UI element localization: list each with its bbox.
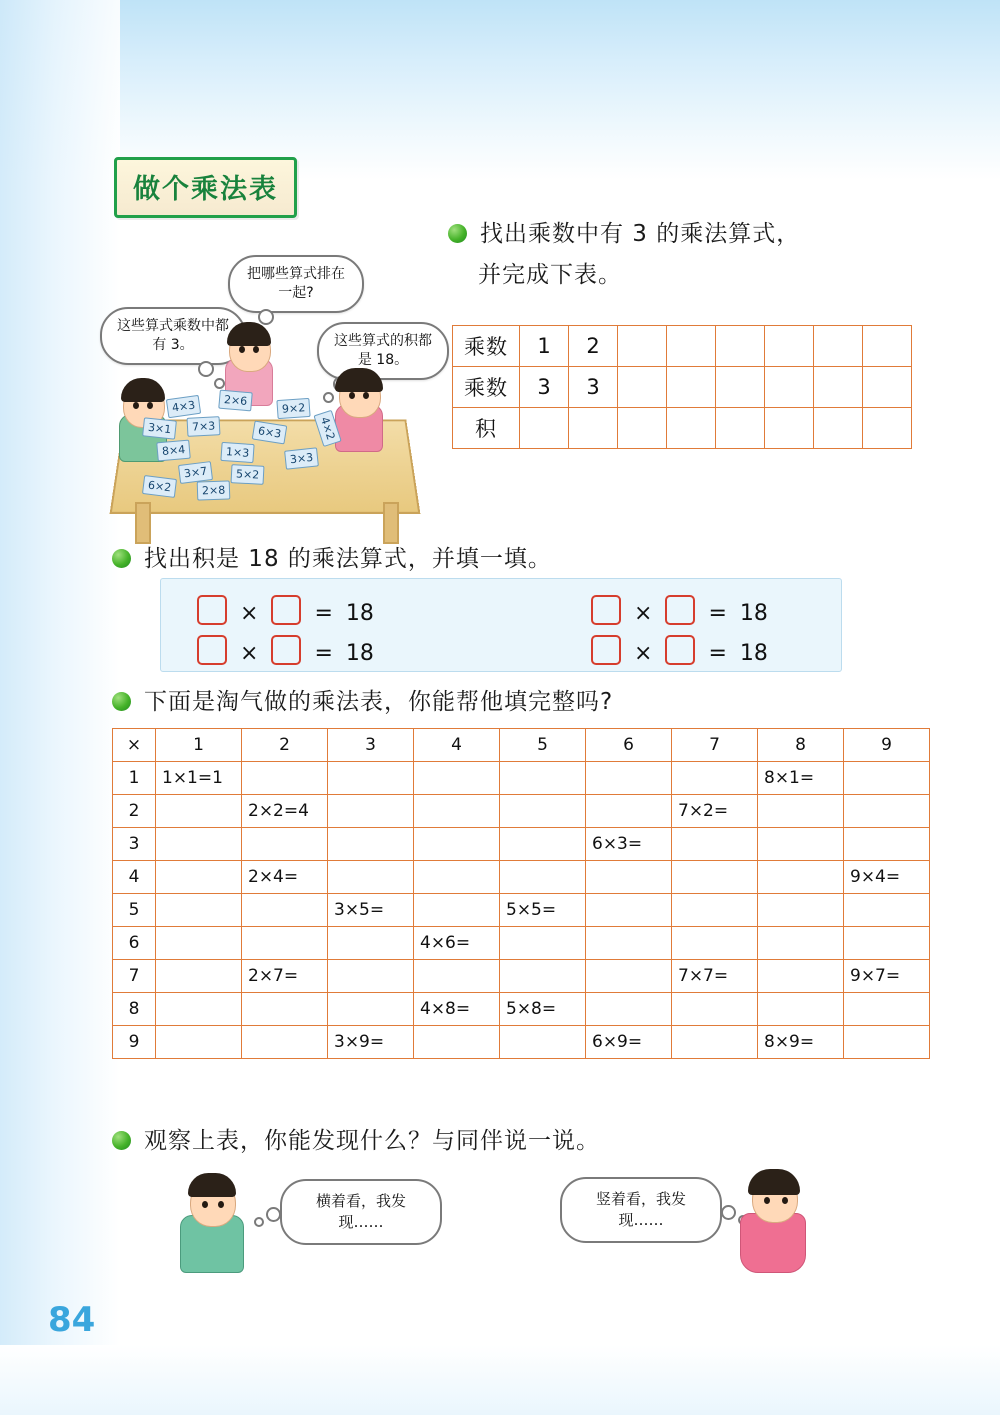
- grid-cell-r9c3[interactable]: 3×9=: [328, 1026, 414, 1059]
- col-header-9: 9: [844, 729, 930, 762]
- bullet-icon: [112, 1131, 131, 1150]
- speech-bubble-left-text: 这些算式乘数中都有 3。: [117, 318, 229, 353]
- row-header-3: 3: [113, 828, 156, 861]
- grid-cell-r3c5[interactable]: [500, 828, 586, 861]
- equation-1-box-b[interactable]: [271, 595, 301, 625]
- grid-cell-r6c2[interactable]: [242, 927, 328, 960]
- grid-cell-r9c7[interactable]: [672, 1026, 758, 1059]
- cell-r1c7[interactable]: [863, 367, 912, 408]
- card-9: 5×2: [231, 464, 265, 485]
- page-background-left: [0, 0, 120, 1415]
- speech-bubble-bottom-right: [560, 1177, 722, 1243]
- row-header-6: 6: [113, 927, 156, 960]
- row-header-2: 2: [113, 795, 156, 828]
- col-header-5: 5: [500, 729, 586, 762]
- grid-cell-r5c6[interactable]: [586, 894, 672, 927]
- table-row: [113, 861, 930, 894]
- task-1-line-1: 找出乘数中有 3 的乘法算式，: [480, 221, 801, 247]
- grid-cell-r2c9[interactable]: [844, 795, 930, 828]
- kid-middle-eye-1: [239, 346, 245, 353]
- kid-middle-eye-2: [253, 346, 259, 353]
- task-2-text: 找出积是 18 的乘法算式，并填一填。: [144, 546, 552, 572]
- equation-2-equals: =: [314, 641, 333, 666]
- grid-cell-r4c8[interactable]: [758, 861, 844, 894]
- row-header-1: 1: [113, 762, 156, 795]
- cell-r2c0[interactable]: [520, 408, 569, 449]
- grid-cell-r4c2[interactable]: 2×4=: [242, 861, 328, 894]
- cell-r1c6[interactable]: [814, 367, 863, 408]
- grid-cell-r7c5[interactable]: [500, 960, 586, 993]
- kid-boy-eye-1: [202, 1201, 208, 1208]
- grid-cell-r6c3[interactable]: [328, 927, 414, 960]
- row-label-factor-2: 乘数: [453, 367, 520, 408]
- kid-right-eye-1: [349, 392, 355, 399]
- row-header-7: 7: [113, 960, 156, 993]
- grid-cell-r4c3[interactable]: [328, 861, 414, 894]
- grid-cell-r8c3[interactable]: [328, 993, 414, 1026]
- equation-1-result: 18: [345, 601, 374, 626]
- cell-r2c1[interactable]: [569, 408, 618, 449]
- task-3-text: 下面是淘气做的乘法表，你能帮他填完整吗?: [144, 689, 614, 715]
- equation-3-times: ×: [634, 601, 653, 626]
- grid-cell-r7c3[interactable]: [328, 960, 414, 993]
- cell-r2c5[interactable]: [765, 408, 814, 449]
- card-10: 3×3: [284, 447, 319, 469]
- grid-cell-r4c6[interactable]: [586, 861, 672, 894]
- grid-cell-r2c6[interactable]: [586, 795, 672, 828]
- equation-2-result: 18: [345, 641, 374, 666]
- illustration-kids-with-cards: [95, 250, 445, 540]
- page-title: 做个乘法表: [133, 174, 278, 205]
- card-2: 9×2: [276, 398, 310, 419]
- grid-cell-r5c3[interactable]: 3×5=: [328, 894, 414, 927]
- grid-cell-r6c6[interactable]: [586, 927, 672, 960]
- grid-cell-r9c5[interactable]: [500, 1026, 586, 1059]
- grid-cell-r3c6[interactable]: 6×3=: [586, 828, 672, 861]
- cell-r0c4[interactable]: [716, 326, 765, 367]
- grid-cell-r5c8[interactable]: [758, 894, 844, 927]
- speech-bubble-bottom-right-text: 竖着看，我发现……: [595, 1190, 686, 1229]
- grid-cell-r5c9[interactable]: [844, 894, 930, 927]
- speech-bubble-bottom-left: [280, 1179, 442, 1245]
- kid-right-eye-2: [363, 392, 369, 399]
- kid-middle-hair: [227, 322, 271, 346]
- equation-row-1: [197, 595, 374, 626]
- equation-2-times: ×: [240, 641, 259, 666]
- card-3: 3×1: [142, 417, 177, 439]
- equation-1-equals: =: [314, 601, 333, 626]
- grid-cell-r7c9[interactable]: 9×7=: [844, 960, 930, 993]
- col-header-7: 7: [672, 729, 758, 762]
- table-row: [113, 1026, 930, 1059]
- bullet-icon: [112, 549, 131, 568]
- grid-cell-r3c8[interactable]: [758, 828, 844, 861]
- speech-bubble-right-text: 这些算式的积都是 18。: [334, 333, 432, 368]
- grid-cell-r1c3[interactable]: [328, 762, 414, 795]
- kid-boy-eye-2: [218, 1201, 224, 1208]
- cell-r2c3[interactable]: [667, 408, 716, 449]
- multiplication-table: [112, 728, 930, 1059]
- grid-cell-r3c9[interactable]: [844, 828, 930, 861]
- cell-r1c0[interactable]: 3: [520, 367, 569, 408]
- card-13: 4×2: [313, 410, 341, 447]
- cell-r2c7[interactable]: [863, 408, 912, 449]
- task-1: [448, 215, 878, 289]
- cell-r0c3[interactable]: [667, 326, 716, 367]
- row-header-8: 8: [113, 993, 156, 1026]
- equation-1-times: ×: [240, 601, 259, 626]
- grid-cell-r3c3[interactable]: [328, 828, 414, 861]
- col-header-3: 3: [328, 729, 414, 762]
- card-0: 4×3: [166, 395, 202, 418]
- table-row: [113, 795, 930, 828]
- grid-cell-r9c1[interactable]: [156, 1026, 242, 1059]
- grid-cell-r6c1[interactable]: [156, 927, 242, 960]
- table-row: [453, 408, 912, 449]
- grid-cell-r7c8[interactable]: [758, 960, 844, 993]
- cell-r1c2[interactable]: [618, 367, 667, 408]
- cell-r1c5[interactable]: [765, 367, 814, 408]
- grid-cell-r6c4[interactable]: 4×6=: [414, 927, 500, 960]
- grid-cell-r1c9[interactable]: [844, 762, 930, 795]
- scattered-cards: [135, 393, 385, 500]
- equation-4-box-b[interactable]: [665, 635, 695, 665]
- task-3: [112, 683, 812, 716]
- grid-cell-r4c7[interactable]: [672, 861, 758, 894]
- grid-cell-r1c1[interactable]: 1×1=1: [156, 762, 242, 795]
- grid-cell-r9c9[interactable]: [844, 1026, 930, 1059]
- table-row: [453, 326, 912, 367]
- grid-cell-r1c6[interactable]: [586, 762, 672, 795]
- grid-cell-r1c7[interactable]: [672, 762, 758, 795]
- row-header-5: 5: [113, 894, 156, 927]
- grid-cell-r3c1[interactable]: [156, 828, 242, 861]
- grid-cell-r7c6[interactable]: [586, 960, 672, 993]
- grid-cell-r7c7[interactable]: 7×7=: [672, 960, 758, 993]
- card-7: 1×3: [220, 442, 254, 463]
- table-header-row: [113, 729, 930, 762]
- col-header-6: 6: [586, 729, 672, 762]
- grid-cell-r5c5[interactable]: 5×5=: [500, 894, 586, 927]
- equation-row-4: [591, 635, 768, 666]
- factors-product-table: [452, 325, 912, 449]
- bullet-icon: [448, 224, 467, 243]
- cell-r1c1[interactable]: 3: [569, 367, 618, 408]
- cell-r0c2[interactable]: [618, 326, 667, 367]
- table-row: [113, 960, 930, 993]
- table-row: [113, 894, 930, 927]
- cell-r2c4[interactable]: [716, 408, 765, 449]
- grid-cell-r8c6[interactable]: [586, 993, 672, 1026]
- equation-row-3: [591, 595, 768, 626]
- card-11: 6×2: [142, 475, 177, 498]
- grid-cell-r8c2[interactable]: [242, 993, 328, 1026]
- grid-cell-r1c2[interactable]: [242, 762, 328, 795]
- cell-r1c3[interactable]: [667, 367, 716, 408]
- grid-cell-r5c4[interactable]: [414, 894, 500, 927]
- grid-cell-r2c4[interactable]: [414, 795, 500, 828]
- page-title-banner: [114, 157, 297, 218]
- col-header-4: 4: [414, 729, 500, 762]
- card-4: 7×3: [187, 416, 221, 437]
- col-header-1: 1: [156, 729, 242, 762]
- table-row: [113, 828, 930, 861]
- equation-4-result: 18: [739, 641, 768, 666]
- card-6: 8×4: [156, 440, 191, 462]
- task-2: [112, 540, 712, 573]
- equation-fill-panel: [160, 578, 842, 672]
- grid-cell-r7c4[interactable]: [414, 960, 500, 993]
- grid-cell-r9c8[interactable]: 8×9=: [758, 1026, 844, 1059]
- cell-r0c1[interactable]: 2: [569, 326, 618, 367]
- grid-cell-r6c8[interactable]: [758, 927, 844, 960]
- table-row: [113, 927, 930, 960]
- equation-2-box-a[interactable]: [197, 635, 227, 665]
- equation-4-box-a[interactable]: [591, 635, 621, 665]
- grid-cell-r2c8[interactable]: [758, 795, 844, 828]
- equation-3-box-b[interactable]: [665, 595, 695, 625]
- speech-bubble-top-text: 把哪些算式排在一起?: [247, 266, 345, 301]
- grid-cell-r1c4[interactable]: [414, 762, 500, 795]
- grid-cell-r8c8[interactable]: [758, 993, 844, 1026]
- grid-cell-r1c5[interactable]: [500, 762, 586, 795]
- grid-cell-r2c5[interactable]: [500, 795, 586, 828]
- speech-bubble-right: [317, 322, 449, 380]
- equation-4-times: ×: [634, 641, 653, 666]
- grid-cell-r6c7[interactable]: [672, 927, 758, 960]
- task-4: [112, 1122, 812, 1155]
- cell-r0c5[interactable]: [765, 326, 814, 367]
- speech-bubble-bottom-left-text: 横着看，我发现……: [315, 1192, 406, 1231]
- grid-cell-r4c4[interactable]: [414, 861, 500, 894]
- col-header-2: 2: [242, 729, 328, 762]
- kid-boy-hair: [188, 1173, 236, 1197]
- equation-3-box-a[interactable]: [591, 595, 621, 625]
- cell-r0c6[interactable]: [814, 326, 863, 367]
- grid-cell-r4c1[interactable]: [156, 861, 242, 894]
- grid-cell-r8c4[interactable]: 4×8=: [414, 993, 500, 1026]
- table-row: [113, 762, 930, 795]
- cell-r0c0[interactable]: 1: [520, 326, 569, 367]
- grid-cell-r3c4[interactable]: [414, 828, 500, 861]
- grid-cell-r3c7[interactable]: [672, 828, 758, 861]
- equation-3-result: 18: [739, 601, 768, 626]
- card-8: 3×7: [178, 461, 213, 484]
- table-row: [113, 993, 930, 1026]
- grid-cell-r8c9[interactable]: [844, 993, 930, 1026]
- speech-bubble-top: [228, 255, 364, 313]
- corner-times-icon: ×: [113, 729, 156, 762]
- col-header-8: 8: [758, 729, 844, 762]
- illustration-discussion-kids: [150, 1155, 840, 1285]
- kid-left-hair: [121, 378, 165, 402]
- grid-cell-r7c1[interactable]: [156, 960, 242, 993]
- page-background-top: [0, 0, 1000, 180]
- equation-2-box-b[interactable]: [271, 635, 301, 665]
- row-label-factor-1: 乘数: [453, 326, 520, 367]
- grid-cell-r4c9[interactable]: 9×4=: [844, 861, 930, 894]
- kid-girl-eye-2: [782, 1197, 788, 1204]
- grid-cell-r2c2[interactable]: 2×2=4: [242, 795, 328, 828]
- card-5: 6×3: [252, 421, 288, 445]
- equation-row-2: [197, 635, 374, 666]
- task-4-text: 观察上表，你能发现什么？与同伴说一说。: [144, 1128, 600, 1154]
- bullet-icon: [112, 692, 131, 711]
- cell-r2c2[interactable]: [618, 408, 667, 449]
- grid-cell-r6c9[interactable]: [844, 927, 930, 960]
- grid-cell-r9c4[interactable]: [414, 1026, 500, 1059]
- row-header-4: 4: [113, 861, 156, 894]
- row-header-9: 9: [113, 1026, 156, 1059]
- cell-r2c6[interactable]: [814, 408, 863, 449]
- equation-4-equals: =: [708, 641, 727, 666]
- kid-girl-eye-1: [764, 1197, 770, 1204]
- row-label-product: 积: [453, 408, 520, 449]
- grid-cell-r1c8[interactable]: 8×1=: [758, 762, 844, 795]
- grid-cell-r2c1[interactable]: [156, 795, 242, 828]
- equation-3-equals: =: [708, 601, 727, 626]
- cell-r1c4[interactable]: [716, 367, 765, 408]
- card-12: 2×8: [197, 480, 231, 500]
- page-number: 84: [48, 1300, 96, 1340]
- grid-cell-r8c5[interactable]: 5×8=: [500, 993, 586, 1026]
- grid-cell-r5c1[interactable]: [156, 894, 242, 927]
- page-background-bottom: [0, 1345, 1000, 1415]
- card-1: 2×6: [218, 390, 253, 412]
- cell-r0c7[interactable]: [863, 326, 912, 367]
- kid-girl-hair: [748, 1169, 800, 1195]
- speech-bubble-left: [100, 307, 246, 365]
- grid-cell-r8c7[interactable]: [672, 993, 758, 1026]
- grid-cell-r2c3[interactable]: [328, 795, 414, 828]
- grid-cell-r9c6[interactable]: 6×9=: [586, 1026, 672, 1059]
- grid-cell-r6c5[interactable]: [500, 927, 586, 960]
- grid-cell-r7c2[interactable]: 2×7=: [242, 960, 328, 993]
- grid-cell-r2c7[interactable]: 7×2=: [672, 795, 758, 828]
- table-row: [453, 367, 912, 408]
- grid-cell-r8c1[interactable]: [156, 993, 242, 1026]
- grid-cell-r9c2[interactable]: [242, 1026, 328, 1059]
- grid-cell-r4c5[interactable]: [500, 861, 586, 894]
- grid-cell-r5c2[interactable]: [242, 894, 328, 927]
- task-1-line-2: 并完成下表。: [478, 262, 622, 288]
- grid-cell-r5c7[interactable]: [672, 894, 758, 927]
- desk-leg-left: [135, 502, 151, 544]
- desk-leg-right: [383, 502, 399, 544]
- grid-cell-r3c2[interactable]: [242, 828, 328, 861]
- equation-1-box-a[interactable]: [197, 595, 227, 625]
